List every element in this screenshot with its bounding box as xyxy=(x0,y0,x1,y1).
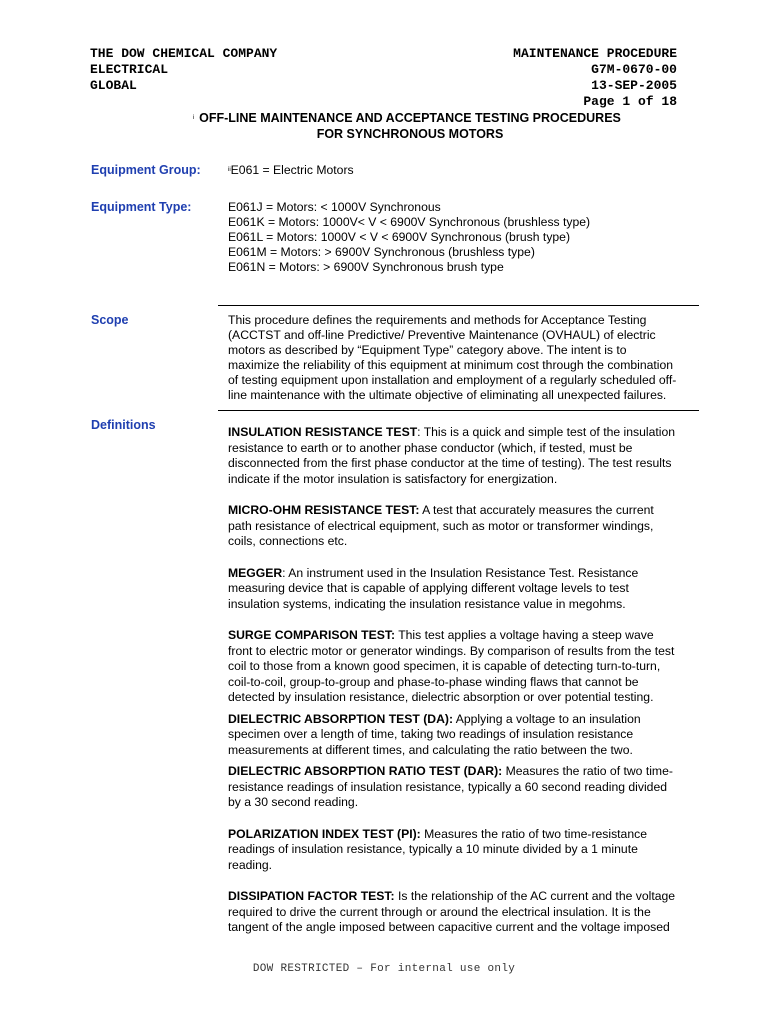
definition-term: DIELECTRIC ABSORPTION TEST (DA): xyxy=(228,711,454,726)
definition-micro-ohm-resistance: MICRO-OHM RESISTANCE TEST: A test that accurately measures the current path resistance of electrical equipment, such as motor or transformer windings, coils, connections etc. xyxy=(228,503,654,548)
equipment-group-text: E061 = Electric Motors xyxy=(230,163,354,177)
definition-term: MICRO-OHM RESISTANCE TEST: xyxy=(228,503,420,517)
document-title xyxy=(190,110,630,142)
definition-polarization-index: POLARIZATION INDEX TEST (PI): Measures the ratio of two time-resistance readings of insulation resistance, typically a 10 minute divided by a 1 minute reading. xyxy=(228,826,647,872)
definition-term: DISSIPATION FACTOR TEST: xyxy=(228,889,395,903)
equipment-type-list xyxy=(228,200,698,275)
definition-insulation-resistance: INSULATION RESISTANCE TEST: This is a quick and simple test of the insulation resistance to earth or to another phase conductor (which, if tested, must be disconnected from the first phase conductor at the time of testing). The test results indicate if the motor insulation is satisfactory for energization. xyxy=(228,425,676,486)
equipment-type-line: E061L = Motors: 1000V < V < 6900V Synchronous (brush type) xyxy=(228,230,571,244)
definition-term: SURGE COMPARISON TEST: xyxy=(228,628,396,642)
equipment-type-line: E061M = Motors: > 6900V Synchronous (brushless type) xyxy=(228,245,535,259)
header-doc-type: MAINTENANCE PROCEDURE xyxy=(513,46,677,61)
scope-line: This procedure defines the requirements and methods for Acceptance Testing xyxy=(228,313,647,327)
scope-top-divider xyxy=(218,305,699,306)
header-region: GLOBAL xyxy=(90,78,137,93)
definition-dissipation-factor: DISSIPATION FACTOR TEST: Is the relationship of the AC current and the voltage required to drive the current through or around the electrical insulation. It is the tangent of the angle imposed between capacitive current and the voltage imposed xyxy=(228,889,676,934)
scope-line: maximize the reliability of this equipment at minimum cost through the combination xyxy=(228,358,674,372)
definitions-label: Definitions xyxy=(91,418,156,432)
header-department: ELECTRICAL xyxy=(90,62,169,77)
header-procedure-block xyxy=(513,46,677,110)
equipment-type-line: E061N = Motors: > 6900V Synchronous brush type xyxy=(228,260,504,274)
equipment-group-label: Equipment Group: xyxy=(91,163,201,177)
title-endnote-mark: i xyxy=(193,115,195,121)
title-line-1: OFF-LINE MAINTENANCE AND ACCEPTANCE TESTING PROCEDURES xyxy=(199,111,621,125)
header-page-number: Page 1 of 18 xyxy=(583,94,677,109)
definition-surge-comparison: SURGE COMPARISON TEST: This test applies a voltage having a steep wave front to electric motor or generator windings. By comparison of results from the test coil to those from a known good specimen, it is capable of detecting turn-to-turn, coil-to-coil, group-to-group and phase-to-phase winding flaws that cannot be detected by insulation resistance, dielectric absorption or over potential testing. xyxy=(228,628,675,704)
header-company: THE DOW CHEMICAL COMPANY xyxy=(90,46,278,61)
restriction-footer: DOW RESTRICTED – For internal use only xyxy=(252,963,516,975)
equipment-type-label: Equipment Type: xyxy=(91,200,192,214)
definition-term: MEGGER xyxy=(228,565,283,580)
equipment-type-line: E061K = Motors: 1000V< V < 6900V Synchronous (brushless type) xyxy=(228,215,591,229)
scope-line: line maintenance with the ultimate objective of eliminating all unexpected failures. xyxy=(228,388,667,402)
definition-term: POLARIZATION INDEX TEST (PI): xyxy=(228,826,421,841)
scope-line: (ACCTST and off-line Predictive/ Preventive Maintenance (OVHAUL) of electric xyxy=(228,328,656,342)
equipment-group-endnote-mark: ii xyxy=(228,167,231,173)
title-line-2: FOR SYNCHRONOUS MOTORS xyxy=(316,127,504,141)
definitions-list xyxy=(228,425,698,936)
scope-text xyxy=(228,313,698,403)
definition-megger: MEGGER: An instrument used in the Insulation Resistance Test. Resistance measuring device that is capable of applying different voltage levels to test insulation systems, indicating the insulation resistance value in megohms. xyxy=(228,565,639,611)
scope-bottom-divider xyxy=(218,410,699,411)
header-doc-number: G7M-0670-00 xyxy=(591,62,677,77)
header-company-block xyxy=(90,46,277,94)
definition-term: DIELECTRIC ABSORPTION RATIO TEST (DAR): xyxy=(228,764,503,778)
equipment-group-value xyxy=(228,163,698,178)
scope-label: Scope xyxy=(91,313,129,327)
header-doc-date: 13-SEP-2005 xyxy=(591,78,677,93)
equipment-type-line: E061J = Motors: < 1000V Synchronous xyxy=(228,200,441,214)
definition-dielectric-absorption-ratio: DIELECTRIC ABSORPTION RATIO TEST (DAR): Measures the ratio of two time- resistance readings of insulation resistance, typically a 60 second reading divided by a 30 second reading. xyxy=(228,764,673,809)
definition-term: INSULATION RESISTANCE TEST xyxy=(228,425,418,439)
definition-dielectric-absorption: DIELECTRIC ABSORPTION TEST (DA): Applying a voltage to an insulation specimen over a length of time, taking two readings of insulation resistance measurements at different times, and calculating the ratio between the two. xyxy=(228,711,641,757)
scope-line: motors as described by “Equipment Type” category above. The intent is to xyxy=(228,343,627,357)
scope-line: of testing equipment upon installation and employment of a regularly scheduled off- xyxy=(228,373,677,387)
